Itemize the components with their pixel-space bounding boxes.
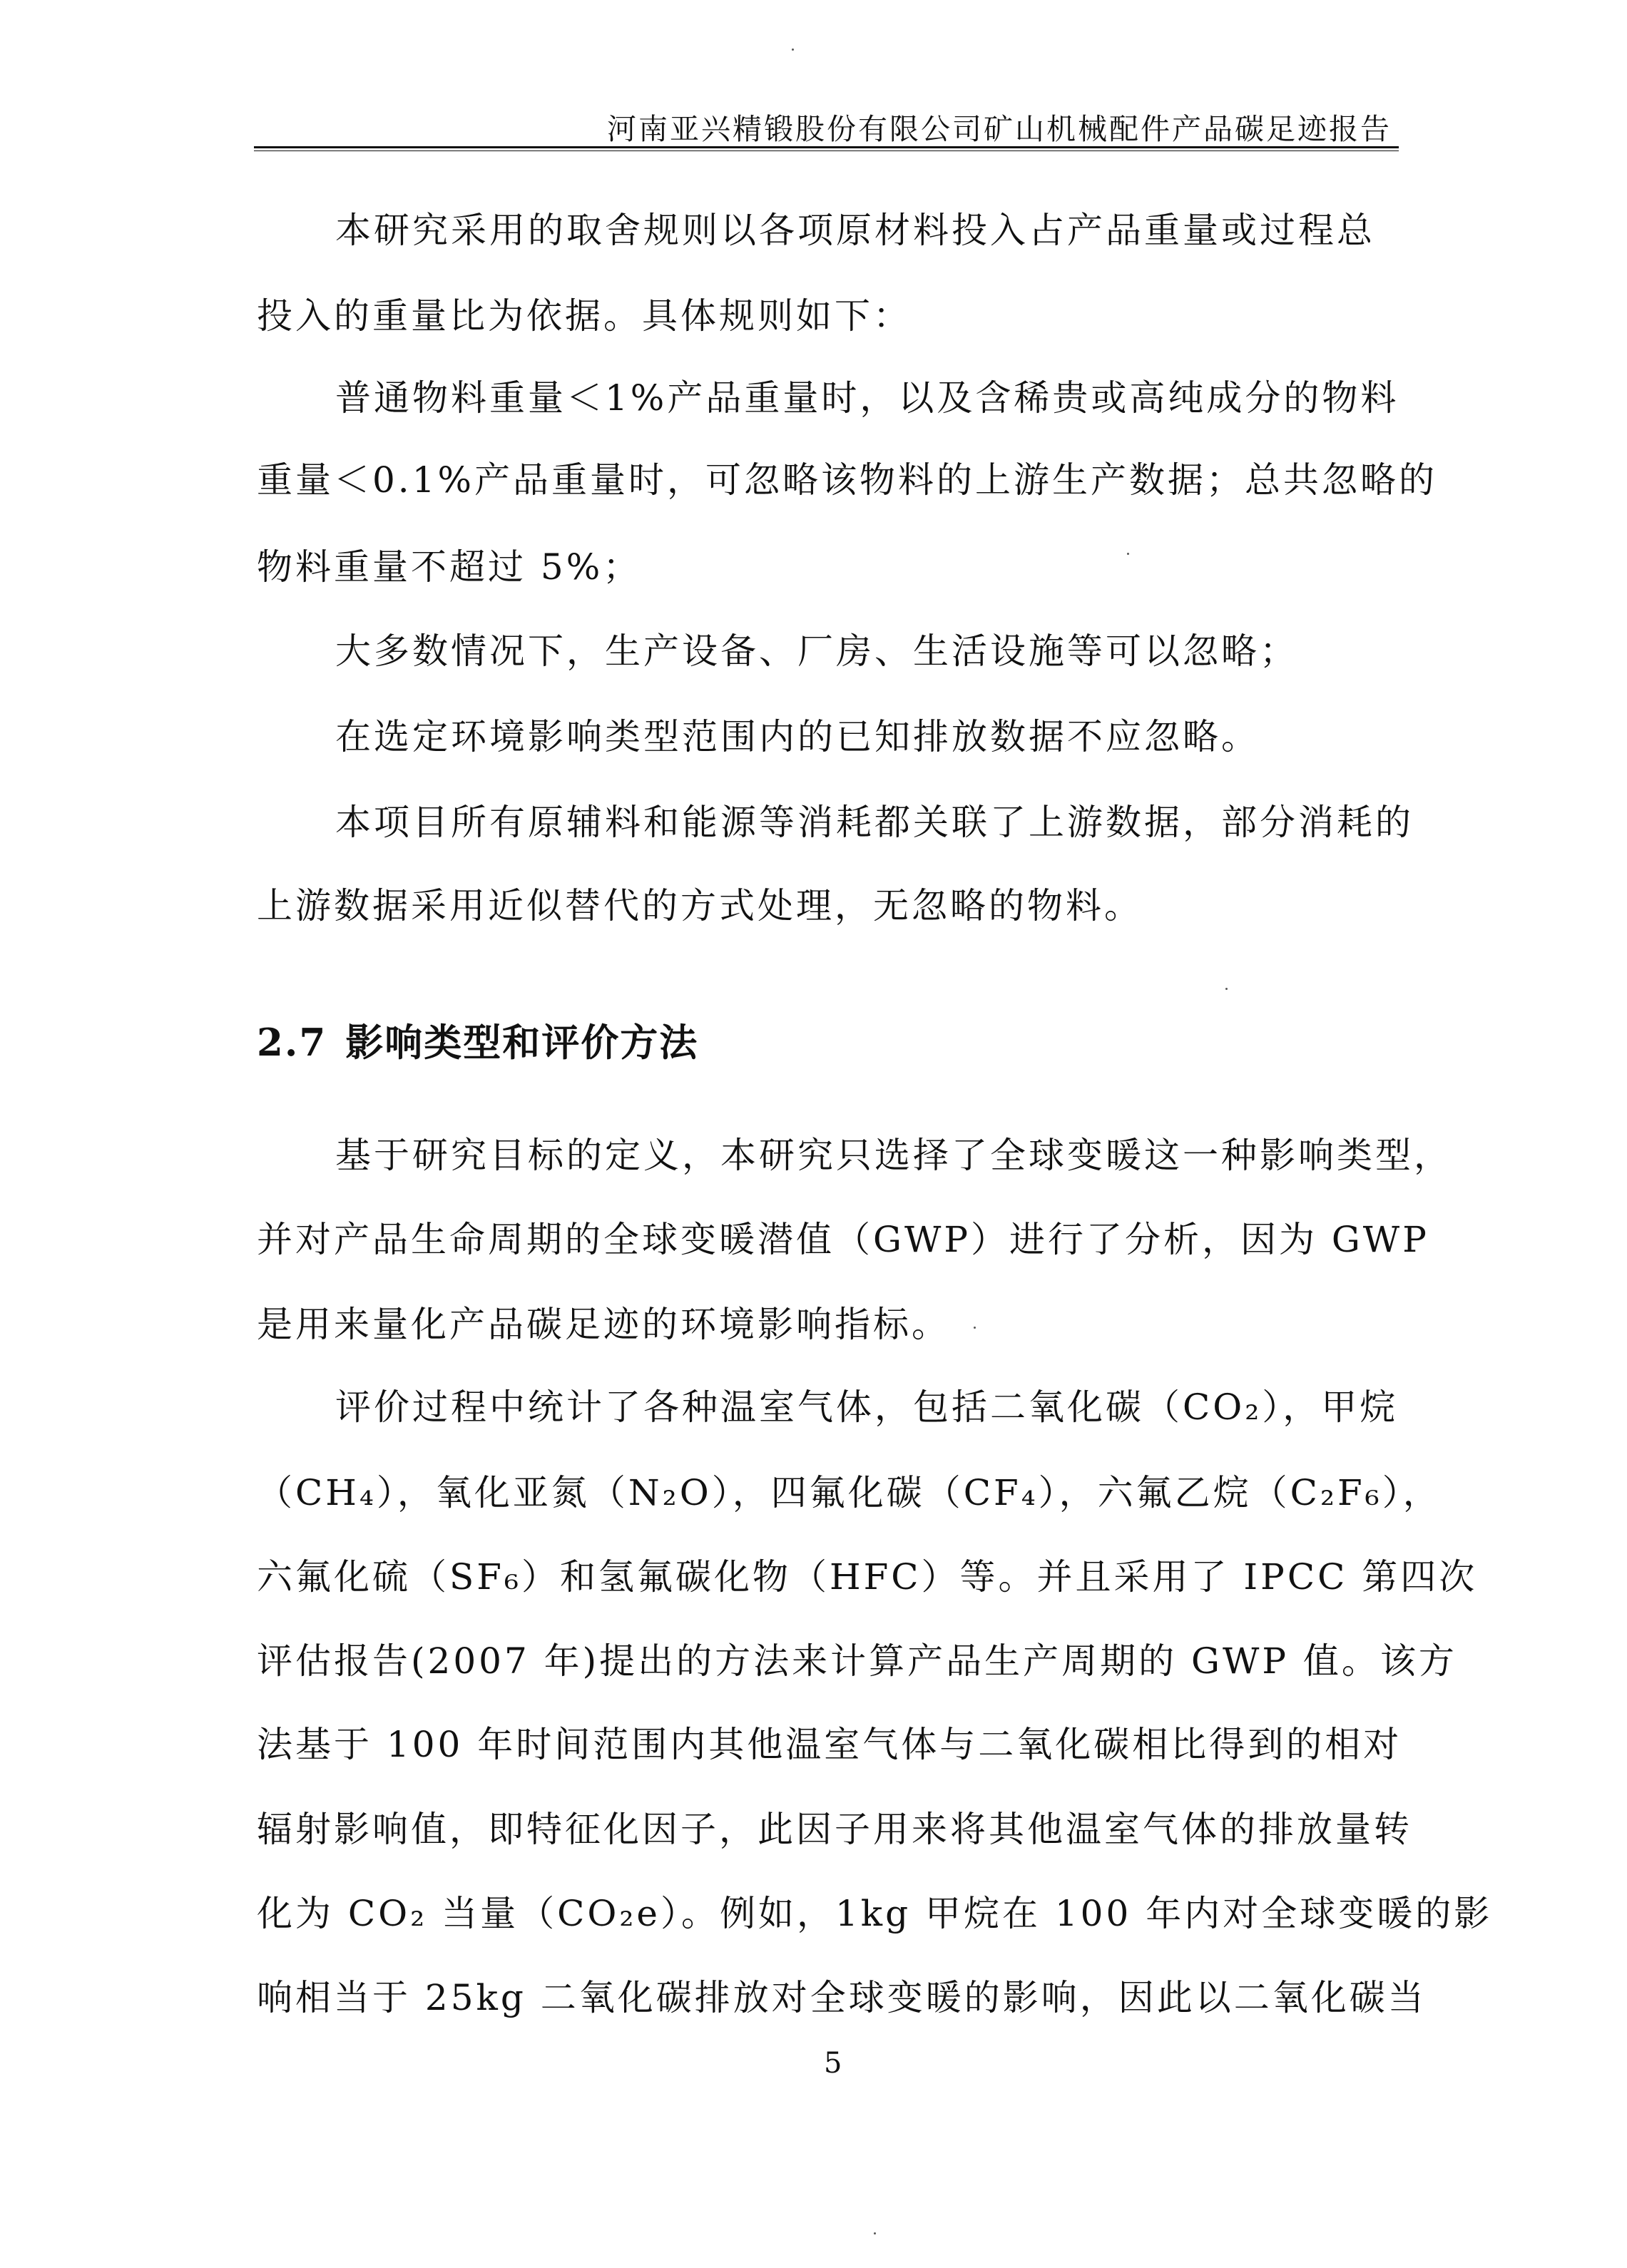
scan-speck (874, 2232, 876, 2234)
paragraph-line: 法基于 100 年时间范围内其他温室气体与二氧化碳相比得到的相对 (257, 1724, 1402, 1765)
paragraph-line: 评价过程中统计了各种温室气体，包括二氧化碳（CO₂），甲烷 (335, 1386, 1399, 1428)
paragraph-line: 普通物料重量＜1%产品重量时，以及含稀贵或高纯成分的物料 (335, 377, 1399, 419)
paragraph-line: 投入的重量比为依据。具体规则如下： (257, 295, 912, 337)
paragraph-line: 物料重量不超过 5%； (257, 546, 642, 588)
page-header: 河南亚兴精锻股份有限公司矿山机械配件产品碳足迹报告 (607, 112, 1392, 146)
page-number: 5 (824, 2047, 842, 2080)
paragraph-line: 在选定环境影响类型范围内的已知排放数据不应忽略。 (335, 716, 1260, 757)
paragraph-line: 化为 CO₂ 当量（CO₂e）。例如，1kg 甲烷在 100 年内对全球变暖的影 (257, 1893, 1493, 1934)
header-rule (254, 146, 1399, 151)
section-heading (257, 1013, 698, 1067)
paragraph-line: 重量＜0.1%产品重量时，可忽略该物料的上游生产数据；总共忽略的 (257, 459, 1438, 501)
section-number: 2.7 (257, 1021, 327, 1065)
section-title: 影响类型和评价方法 (345, 1021, 699, 1065)
paragraph-line: 六氟化硫（SF₆）和氢氟碳化物（HFC）等。并且采用了 IPCC 第四次 (257, 1556, 1478, 1598)
paragraph-line: 并对产品生命周期的全球变暖潜值（GWP）进行了分析，因为 GWP (257, 1219, 1429, 1260)
scan-speck (1127, 553, 1129, 555)
scan-speck (1225, 988, 1228, 990)
paragraph-line: 辐射影响值，即特征化因子，此因子用来将其他温室气体的排放量转 (257, 1809, 1412, 1850)
scan-speck (974, 1327, 976, 1329)
paragraph-line: 大多数情况下，生产设备、厂房、生活设施等可以忽略； (335, 630, 1298, 672)
paragraph-line: （CH₄），氧化亚氮（N₂O），四氟化碳（CF₄），六氟乙烷（C₂F₆）， (257, 1472, 1442, 1513)
paragraph-line: 评估报告(2007 年)提出的方法来计算产品生产周期的 GWP 值。该方 (257, 1640, 1457, 1682)
paragraph-line: 响相当于 25kg 二氧化碳排放对全球变暖的影响，因此以二氧化碳当 (257, 1977, 1427, 2018)
paragraph-line: 本项目所有原辅料和能源等消耗都关联了上游数据，部分消耗的 (335, 802, 1414, 843)
scan-speck (792, 48, 794, 51)
paragraph-line: 是用来量化产品碳足迹的环境影响指标。 (257, 1304, 950, 1345)
paragraph-line: 基于研究目标的定义，本研究只选择了全球变暖这一种影响类型， (335, 1135, 1452, 1176)
paragraph-line: 本研究采用的取舍规则以各项原材料投入占产品重量或过程总 (335, 210, 1375, 251)
paragraph-line: 上游数据采用近似替代的方式处理，无忽略的物料。 (257, 885, 1143, 926)
